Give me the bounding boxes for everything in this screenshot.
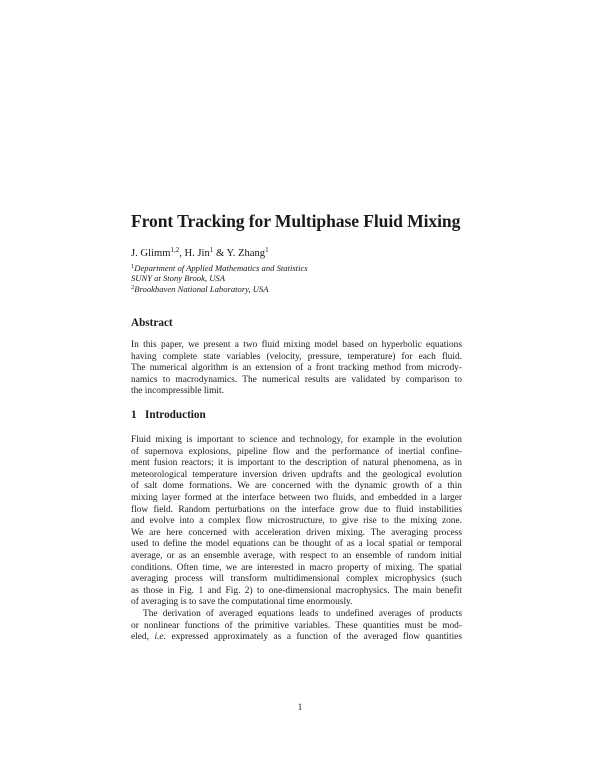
body-line: and evolve into a complex flow microstructure, to give rise to the mixing zone. (131, 516, 462, 527)
body-line-text: eled, (131, 632, 155, 643)
abstract-line: The numerical algorithm is an extension of a front tracking method from micrody- (131, 363, 462, 374)
body-line: We are here concerned with acceleration driven mixing. The averaging process (131, 527, 462, 538)
abstract-line: having complete state variables (velocity, pressure, temperature) for each fluid. (131, 351, 462, 362)
body-line (131, 632, 462, 644)
affiliation-2 (131, 284, 269, 294)
body-line: mixing layer formed at the interface between two fluids, and embedded in a larger (131, 492, 462, 503)
page-number: 1 (297, 703, 303, 713)
paper-title: Front Tracking for Multiphase Fluid Mixing (131, 211, 461, 231)
body-line: averaging process will transform multidimensional complex microphysics (such (131, 574, 462, 585)
affiliation-1-line-2: SUNY at Stony Brook, USA (131, 273, 225, 283)
abstract-body (131, 340, 462, 398)
author-name: Y. Zhang (226, 248, 266, 259)
abstract-line: namics to macrodynamics. The numerical results are validated by comparison to (131, 374, 462, 385)
abstract-heading: Abstract (131, 317, 173, 329)
body-line: of averaging is to save the computational time enormously. (131, 597, 353, 608)
affiliation-1 (131, 263, 308, 273)
affiliation-text: Brookhaven National Laboratory, USA (134, 284, 269, 294)
body-line-text: The derivation of averaged equations leads to undefined averages of products (143, 608, 462, 619)
abstract-line: the incompressible limit. (131, 386, 224, 397)
body-line: ment fusion reactors; it is important to the description of natural phenomena, as in (131, 458, 462, 469)
section-heading (131, 409, 206, 421)
author-separator: , (179, 248, 185, 259)
affiliation-text: Department of Applied Mathematics and Statistics (134, 263, 308, 273)
body-line: used to define the model equations can be thought of as a local spatial or temporal (131, 539, 462, 550)
body-line (131, 609, 462, 621)
author-affiliation-mark: 1,2 (170, 246, 180, 254)
body-line-text: expressed approximately as a function of the averaged flow quantities (171, 632, 462, 643)
section-number: 1 (131, 409, 137, 421)
body-line: of salt dome formations. We are concerned with the dynamic growth of a thin (131, 481, 462, 492)
introduction-body (131, 435, 462, 644)
author-separator: & (213, 248, 227, 259)
affiliation-mark: 2 (131, 284, 135, 291)
body-line: meteorological temperature inversion driven updrafts and the geological evolution (131, 469, 462, 480)
body-line: conditions. Often time, we are interested in macro property of mixing. The spatial (131, 562, 462, 573)
body-line: or nonlinear functions of the primitive variables. These quantities must be mod- (131, 620, 462, 631)
body-line: Fluid mixing is important to science and technology, for example in the evolution (131, 435, 462, 445)
affiliation-mark: 1 (131, 263, 135, 270)
author-affiliation-mark: 1 (265, 246, 269, 254)
body-line: as those in Fig. 1 and Fig. 2) to one-dimensional macrophysics. The main benefit (131, 585, 462, 596)
body-line: of supernova explosions, pipeline flow and the performance of inertial confine- (131, 446, 462, 457)
author-name: H. Jin (184, 248, 210, 259)
author-name: J. Glimm (131, 248, 171, 259)
abstract-line: In this paper, we present a two fluid mixing model based on hyperbolic equations (131, 340, 462, 350)
emphasis-ie: i.e. (154, 632, 166, 643)
section-title: Introduction (145, 409, 206, 421)
body-line: flow field. Random perturbations on the interface grow due to fluid instabilities (131, 504, 462, 515)
body-line: average, or as an ensemble average, with respect to an ensemble of random initial (131, 550, 462, 561)
author-list (131, 248, 269, 259)
author-affiliation-mark: 1 (209, 246, 214, 254)
